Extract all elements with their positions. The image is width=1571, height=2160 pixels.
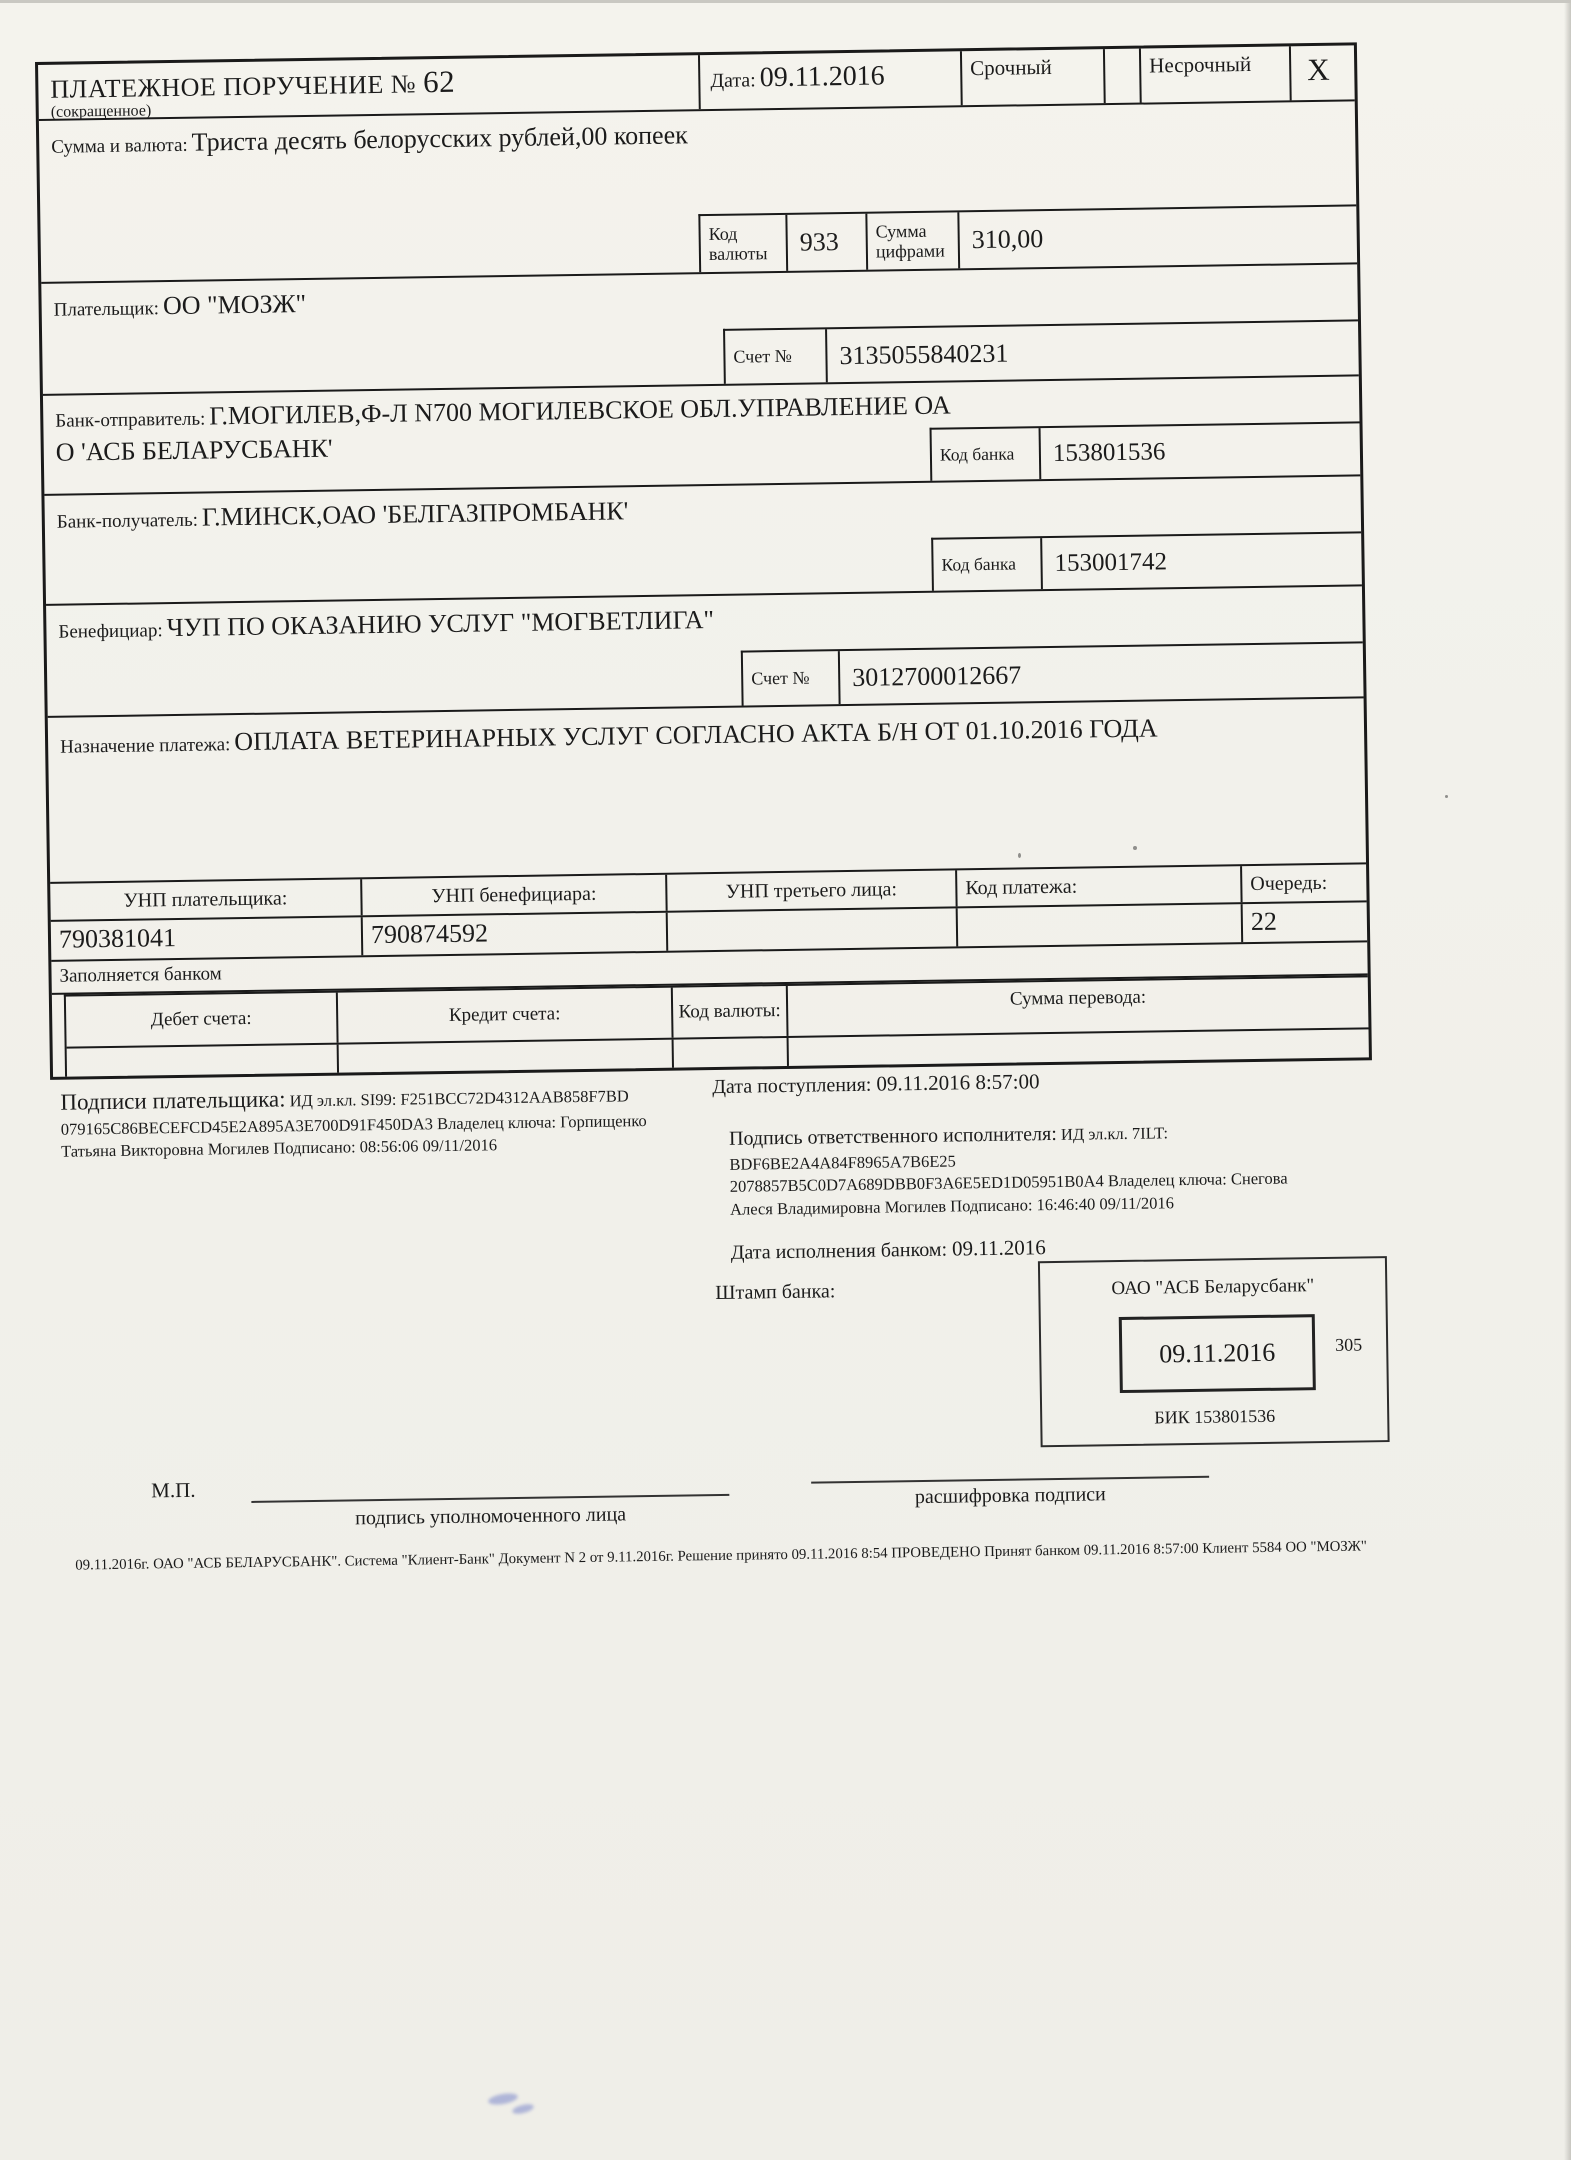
payment-order-document xyxy=(35,42,1383,1799)
authorized-signature-caption: подпись уполномоченного лица xyxy=(355,1503,627,1530)
scan-speck xyxy=(1018,853,1021,858)
beneficiary-account-value: 3012700012667 xyxy=(838,643,1364,704)
scan-speck xyxy=(1133,846,1137,850)
non-urgent-label: Несрочный xyxy=(1148,51,1252,78)
payment-order-form xyxy=(35,42,1372,1079)
credit-account-header: Кредит счета: xyxy=(336,988,672,1043)
currency-subbox xyxy=(698,204,1357,272)
beneficiary-section xyxy=(46,584,1364,716)
credit-account-value xyxy=(337,1040,672,1073)
executor-signature-block xyxy=(729,1116,1385,1222)
amount-digits-value: 310,00 xyxy=(957,206,1357,268)
stamp-date: 09.11.2016 xyxy=(1159,1337,1276,1369)
executor-signature-key-id: ИД эл.кл. 7ILT: xyxy=(1060,1123,1169,1144)
receiver-bank-text xyxy=(44,487,629,604)
amount-text xyxy=(39,111,690,282)
date-cell xyxy=(698,51,961,109)
date-label: Дата: xyxy=(710,69,756,92)
mp-label: М.П. xyxy=(151,1477,196,1503)
authorized-signature-line xyxy=(251,1494,729,1532)
payer-signature-block xyxy=(60,1078,726,1162)
urgent-label: Срочный xyxy=(970,54,1052,81)
execution-date-label: Дата исполнения банком: xyxy=(730,1238,948,1264)
payment-code-header: Код платежа: xyxy=(955,866,1241,906)
amount-digits-label: Сумма цифрами xyxy=(865,212,958,269)
queue-value: 22 xyxy=(1241,902,1368,942)
stamp-bik: БИК 153801536 xyxy=(1154,1405,1276,1428)
urgent-cell xyxy=(960,49,1104,105)
beneficiary-account-subbox xyxy=(741,641,1364,705)
unp-beneficiary-header: УНП бенефициара: xyxy=(360,875,666,916)
execution-date xyxy=(731,1235,1046,1265)
purpose-value: ОПЛАТА ВЕТЕРИНАРНЫХ УСЛУГ СОГЛАСНО АКТА Б/Н ОТ 01.10.2016 ГОДА xyxy=(234,713,1158,757)
sender-bank-code-subbox xyxy=(930,421,1361,480)
currency-code-label: Код валюты xyxy=(708,223,768,265)
unp-payer-header: УНП плательщика: xyxy=(123,886,288,912)
payer-name: ОО "МОЗЖ" xyxy=(162,289,307,321)
executor-signature-hash-1: BDF6BE2A4A84F8965A7B6E25 xyxy=(729,1151,956,1174)
beneficiary-name: ЧУП ПО ОКАЗАНИЮ УСЛУГ "МОГВЕТЛИГА" xyxy=(166,604,715,643)
date-value: 09.11.2016 xyxy=(759,60,885,94)
unp-third-party-value xyxy=(666,908,957,950)
payer-label: Плательщик: xyxy=(53,298,160,321)
sender-bank-code-label: Код банка xyxy=(939,443,1015,465)
signature-decryption-line xyxy=(811,1476,1209,1511)
bank-fill-note: Заполняется банком xyxy=(51,940,1367,993)
bank-stamp xyxy=(1038,1256,1390,1447)
beneficiary-account-label: Счет № xyxy=(751,668,810,689)
payer-account-subbox xyxy=(723,319,1359,383)
signature-decryption-caption: расшифровка подписи xyxy=(914,1483,1106,1509)
currency-code-header: Код валюты: xyxy=(671,986,787,1038)
beneficiary-label: Бенефициар: xyxy=(58,620,163,643)
executor-signature-label: Подпись ответственного исполнителя: xyxy=(728,1122,1057,1150)
unp-third-party-header: УНП третьего лица: xyxy=(665,870,956,910)
currency-code-value: 933 xyxy=(785,214,866,271)
unp-beneficiary-value: 790874592 xyxy=(361,913,667,956)
form-subtitle: (сокращенное) xyxy=(50,102,152,121)
bank-table xyxy=(64,975,1369,1076)
receipt-date-label: Дата поступления: xyxy=(712,1073,872,1099)
executor-signature-hash-2: 2078857B5C0D7A689DBB0F3A6E5ED1D05951B0A4 Владелец ключа: Снегова xyxy=(729,1168,1288,1197)
title-cell xyxy=(38,55,699,119)
stamp-code: 305 xyxy=(1335,1334,1363,1355)
payer-signature-owner: Татьяна Викторовна Могилев Подписано: 08:56:06 09/11/2016 xyxy=(61,1134,498,1161)
receiver-bank-code-value: 153001742 xyxy=(1040,533,1362,589)
stamp-bank-name: ОАО "АСБ Беларусбанк" xyxy=(1111,1275,1315,1300)
payer-signature-key-id: ИД эл.кл. SI99: F251BCC72D4312AAB858F7BD xyxy=(289,1086,629,1111)
urgent-mark-cell xyxy=(1103,49,1140,104)
debit-account-header: Дебет счета: xyxy=(150,1007,252,1031)
executor-signature-owner: Алеся Владимировна Могилев Подписано: 16:46:40 09/11/2016 xyxy=(729,1193,1175,1219)
doc-number: 62 xyxy=(422,63,456,100)
purpose-text xyxy=(48,701,1178,882)
scan-speck xyxy=(1445,795,1448,798)
amount-section xyxy=(39,99,1357,282)
receiver-bank-name: Г.МИНСК,ОАО 'БЕЛГАЗПРОМБАНК' xyxy=(201,496,629,532)
non-urgent-mark-cell xyxy=(1289,45,1355,100)
amount-words: Триста десять белорусских рублей,00 копеек xyxy=(191,120,688,157)
currency-code-cell-value xyxy=(672,1038,787,1068)
transfer-amount-header: Сумма перевода: xyxy=(786,977,1369,1036)
payer-text xyxy=(41,280,307,394)
execution-date-value: 09.11.2016 xyxy=(951,1235,1046,1261)
receiver-bank-section xyxy=(44,474,1361,604)
sender-bank-label: Банк-отправитель: xyxy=(55,408,206,432)
ink-smudge xyxy=(511,2102,534,2115)
purpose-label: Назначение платежа: xyxy=(60,734,231,758)
ink-smudge xyxy=(487,2091,518,2106)
non-urgent-cell xyxy=(1139,46,1290,102)
stamp-label: Штамп банка: xyxy=(715,1280,836,1305)
receipt-date-value: 09.11.2016 8:57:00 xyxy=(876,1069,1040,1096)
non-urgent-mark: X xyxy=(1306,51,1330,88)
system-footer-line: 09.11.2016г. ОАО "АСБ БЕЛАРУСБАНК". Система "Клиент-Банк" Документ N 2 от 9.11.2016г. Решение принято 09.11.2016 8:54 ПРОВЕДЕНО Принят банком 09.11.2016 8:57:00 Клиент 5584 ОО "МОЗЖ" xyxy=(75,1538,1368,1574)
stamp-date-box xyxy=(1119,1314,1316,1393)
receipt-date xyxy=(712,1069,1040,1099)
receiver-bank-code-label: Код банка xyxy=(941,553,1017,575)
payment-code-value xyxy=(956,904,1242,946)
receiver-bank-label: Банк-получатель: xyxy=(56,509,199,533)
payer-section xyxy=(41,262,1359,394)
sender-bank-code-value: 153801536 xyxy=(1039,423,1361,479)
payer-signature-hash: 079165C86BECEFCD45E2A895A3E700D91F450DA3 Владелец ключа: Горпищенко xyxy=(60,1110,647,1139)
beneficiary-text xyxy=(46,596,715,716)
sender-bank-text xyxy=(43,382,961,494)
payer-account-value: 3135055840231 xyxy=(825,321,1359,382)
debit-account-value xyxy=(67,1045,337,1077)
payer-signature-label: Подписи плательщика: xyxy=(60,1086,286,1115)
queue-header: Очередь: xyxy=(1240,864,1367,902)
form-title: ПЛАТЕЖНОЕ ПОРУЧЕНИЕ № xyxy=(50,69,417,104)
signatures-area xyxy=(50,1060,1383,1800)
amount-label: Сумма и валюта: xyxy=(51,134,188,158)
purpose-section xyxy=(48,696,1366,882)
unp-payer-value: 790381041 xyxy=(58,923,177,954)
sender-bank-name: Г.МОГИЛЕВ,Ф-Л N700 МОГИЛЕВСКОЕ ОБЛ.УПРАВЛЕНИЕ ОАО 'АСБ БЕЛАРУСБАНК' xyxy=(55,390,951,467)
sender-bank-section xyxy=(43,374,1360,494)
receiver-bank-code-subbox xyxy=(931,531,1362,590)
payer-account-label: Счет № xyxy=(733,346,792,368)
